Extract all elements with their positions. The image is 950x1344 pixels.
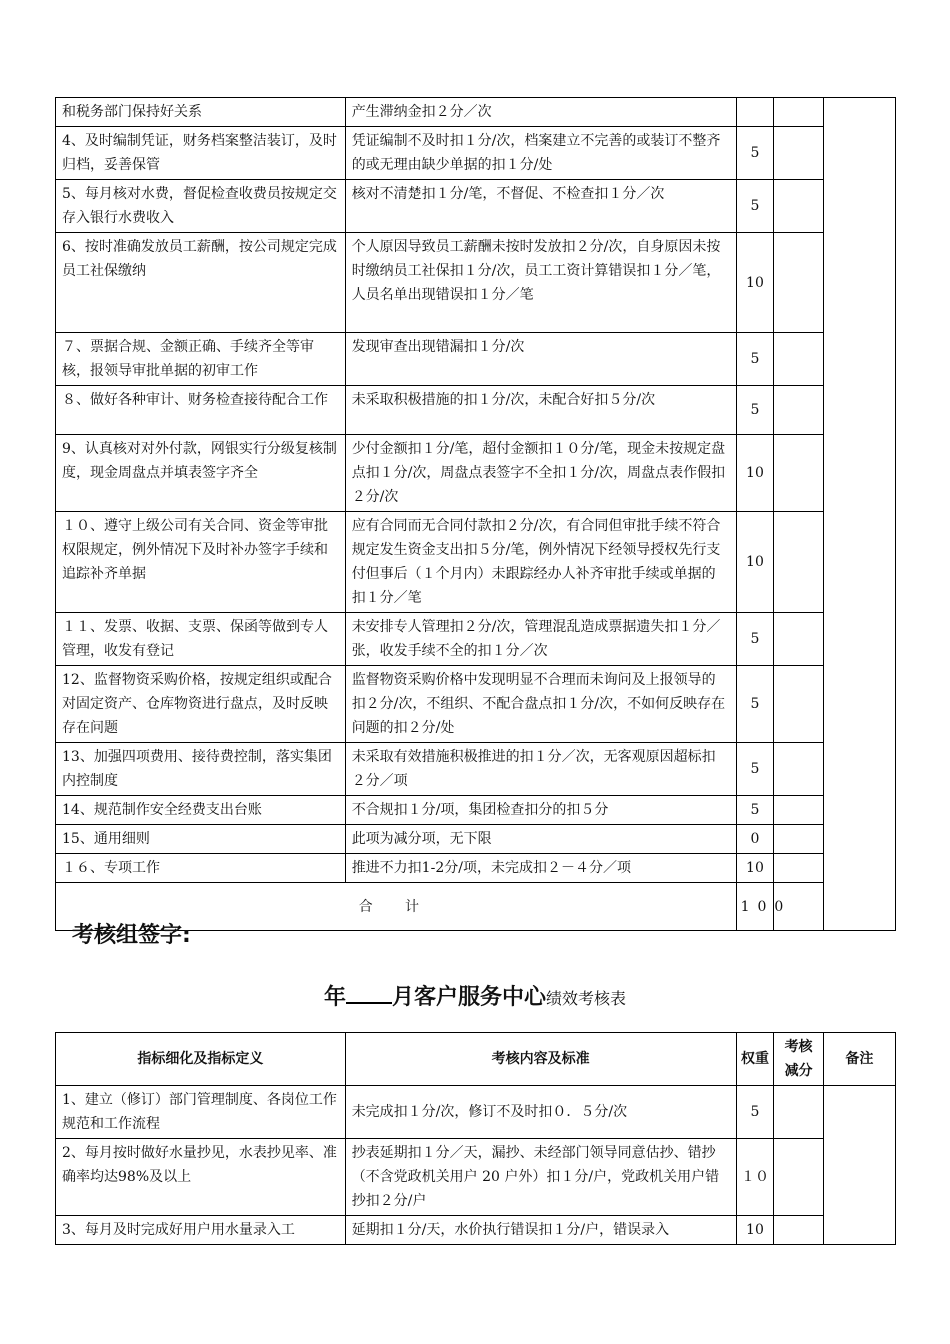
section-title	[0, 980, 950, 1011]
standard-cell: 核对不清楚扣１分/笔，不督促、不检查扣１分／次	[345, 180, 736, 233]
standard-cell: 凭证编制不及时扣１分/次，档案建立不完善的或装订不整齐的或无理由缺少单据的扣１分/处	[345, 127, 736, 180]
weight-cell: 5	[736, 386, 774, 435]
weight-cell: 5	[736, 333, 774, 386]
standard-cell: 发现审查出现错漏扣１分/次	[345, 333, 736, 386]
weight-cell: 5	[736, 127, 774, 180]
standard-cell: 不合规扣１分/项，集团检查扣分的扣５分	[345, 796, 736, 825]
table-row	[56, 1139, 896, 1216]
item-cell: 5、每月核对水费，督促检查收费员按规定交存入银行水费收入	[56, 180, 346, 233]
weight-cell: 5	[736, 796, 774, 825]
table-row	[56, 743, 896, 796]
table-row	[56, 666, 896, 743]
table-row	[56, 854, 896, 883]
standard-cell: 未完成扣１分/次，修订不及时扣０．５分/次	[345, 1086, 736, 1139]
title-main: 月客户服务中心	[391, 985, 546, 1010]
item-cell: 12、监督物资采购价格，按规定组织或配合对固定资产、仓库物资进行盘点，及时反映存在问题	[56, 666, 346, 743]
deduct-cell	[774, 796, 824, 825]
header-standard: 考核内容及标准	[345, 1033, 736, 1086]
weight-cell: 5	[736, 180, 774, 233]
table-row	[56, 512, 896, 613]
title-prefix: 年	[323, 985, 346, 1010]
table-row	[56, 233, 896, 333]
weight-cell: 10	[736, 512, 774, 613]
deduct-cell	[774, 512, 824, 613]
standard-cell: 此项为减分项，无下限	[345, 825, 736, 854]
header-note: 备注	[823, 1033, 895, 1086]
weight-cell: 10	[736, 854, 774, 883]
weight-cell: 5	[736, 613, 774, 666]
table-row	[56, 127, 896, 180]
item-cell: １１、发票、收据、支票、保函等做到专人管理，收发有登记	[56, 613, 346, 666]
title-suffix: 绩效考核表	[546, 989, 627, 1008]
weight-cell	[736, 98, 774, 127]
deduct-cell	[774, 127, 824, 180]
weight-cell: 10	[736, 435, 774, 512]
standard-cell: 应有合同而无合同付款扣２分/次，有合同但审批手续不符合规定发生资金支出扣５分/笔，例外情况下经领导授权先行支付但事后（１个月内）未跟踪经办人补齐审批手续或单据的扣１分／笔	[345, 512, 736, 613]
sign-label: 考核组签字:	[72, 923, 191, 948]
table-row	[56, 825, 896, 854]
deduct-cell	[774, 825, 824, 854]
item-cell: 15、通用细则	[56, 825, 346, 854]
table-row	[56, 180, 896, 233]
weight-cell: 5	[736, 1086, 774, 1139]
standard-cell: 未采取有效措施积极推进的扣１分／次，无客观原因超标扣２分／项	[345, 743, 736, 796]
header-weight: 权重	[736, 1033, 774, 1086]
total-weight: 100	[736, 883, 774, 931]
header-item: 指标细化及指标定义	[56, 1033, 346, 1086]
item-cell: 14、规范制作安全经费支出台账	[56, 796, 346, 825]
table-row	[56, 613, 896, 666]
table-row	[56, 333, 896, 386]
weight-cell: 10	[736, 1216, 774, 1245]
total-label: 合 计	[56, 883, 737, 931]
standard-cell: 个人原因导致员工薪酬未按时发放扣２分/次，自身原因未按时缴纳员工社保扣１分/次，员工工资计算错误扣１分／笔，人员名单出现错误扣１分／笔	[345, 233, 736, 333]
weight-cell: 5	[736, 743, 774, 796]
item-cell: ８、做好各种审计、财务检查接待配合工作	[56, 386, 346, 435]
item-cell: １６、专项工作	[56, 854, 346, 883]
standard-cell: 监督物资采购价格中发现明显不合理而未询问及上报领导的扣２分/次，不组织、不配合盘点扣１分/次，不如何反映存在问题的扣２分/处	[345, 666, 736, 743]
note-cell	[823, 98, 895, 931]
standard-cell: 推进不力扣1-2分/项，未完成扣２－４分／项	[345, 854, 736, 883]
standard-cell: 未安排专人管理扣２分/次，管理混乱造成票据遗失扣１分／张，收发手续不全的扣１分／次	[345, 613, 736, 666]
item-cell: 1、建立（修订）部门管理制度、各岗位工作规范和工作流程	[56, 1086, 346, 1139]
table-row	[56, 98, 896, 127]
month-blank	[346, 982, 392, 1004]
standard-cell: 延期扣１分/天，水价执行错误扣１分/户，错误录入	[345, 1216, 736, 1245]
deduct-cell	[774, 435, 824, 512]
deduct-cell	[774, 233, 824, 333]
note-cell	[823, 1086, 895, 1245]
deduct-cell	[774, 1216, 824, 1245]
weight-cell: 10	[736, 233, 774, 333]
weight-cell: 0	[736, 825, 774, 854]
standard-cell: 产生滞纳金扣２分／次	[345, 98, 736, 127]
deduct-cell	[774, 333, 824, 386]
deduct-cell	[774, 386, 824, 435]
standard-cell: 未采取积极措施的扣１分/次，未配合好扣５分/次	[345, 386, 736, 435]
standard-cell: 少付金额扣１分/笔，超付金额扣１０分/笔，现金未按规定盘点扣１分/次，周盘点表签字不全扣１分/次，周盘点表作假扣２分/次	[345, 435, 736, 512]
deduct-cell	[774, 1139, 824, 1216]
weight-cell: １０	[736, 1139, 774, 1216]
table-row	[56, 1086, 896, 1139]
weight-cell: 5	[736, 666, 774, 743]
assessment-table-finance	[55, 97, 896, 931]
item-cell: 4、及时编制凭证，财务档案整洁装订，及时归档，妥善保管	[56, 127, 346, 180]
item-cell: ７、票据合规、金额正确、手续齐全等审核，报领导审批单据的初审工作	[56, 333, 346, 386]
table-row	[56, 435, 896, 512]
deduct-cell	[774, 98, 824, 127]
deduct-cell	[774, 180, 824, 233]
item-cell: １０、遵守上级公司有关合同、资金等审批权限规定，例外情况下及时补办签字手续和追踪补齐单据	[56, 512, 346, 613]
standard-cell: 抄表延期扣１分／天，漏抄、未经部门领导同意估抄、错抄（不含党政机关用户 20 户外）扣１分/户，党政机关用户错抄扣２分/户	[345, 1139, 736, 1216]
deduct-cell	[774, 613, 824, 666]
header-row	[56, 1033, 896, 1086]
table-row	[56, 386, 896, 435]
deduct-cell	[774, 666, 824, 743]
item-cell: 13、加强四项费用、接待费控制，落实集团内控制度	[56, 743, 346, 796]
table-row	[56, 1216, 896, 1245]
deduct-cell	[774, 1086, 824, 1139]
item-cell: 9、认真核对对外付款，网银实行分级复核制度，现金周盘点并填表签字齐全	[56, 435, 346, 512]
table-row	[56, 796, 896, 825]
assessment-table-customer-service	[55, 1032, 896, 1245]
item-cell: 3、每月及时完成好用户用水量录入工	[56, 1216, 346, 1245]
item-cell: 2、每月按时做好水量抄见，水表抄见率、准确率均达98%及以上	[56, 1139, 346, 1216]
item-cell: 和税务部门保持好关系	[56, 98, 346, 127]
deduct-cell	[774, 854, 824, 883]
item-cell: 6、按时准确发放员工薪酬，按公司规定完成员工社保缴纳	[56, 233, 346, 333]
deduct-cell	[774, 743, 824, 796]
header-deduct: 考核减分	[774, 1033, 824, 1086]
